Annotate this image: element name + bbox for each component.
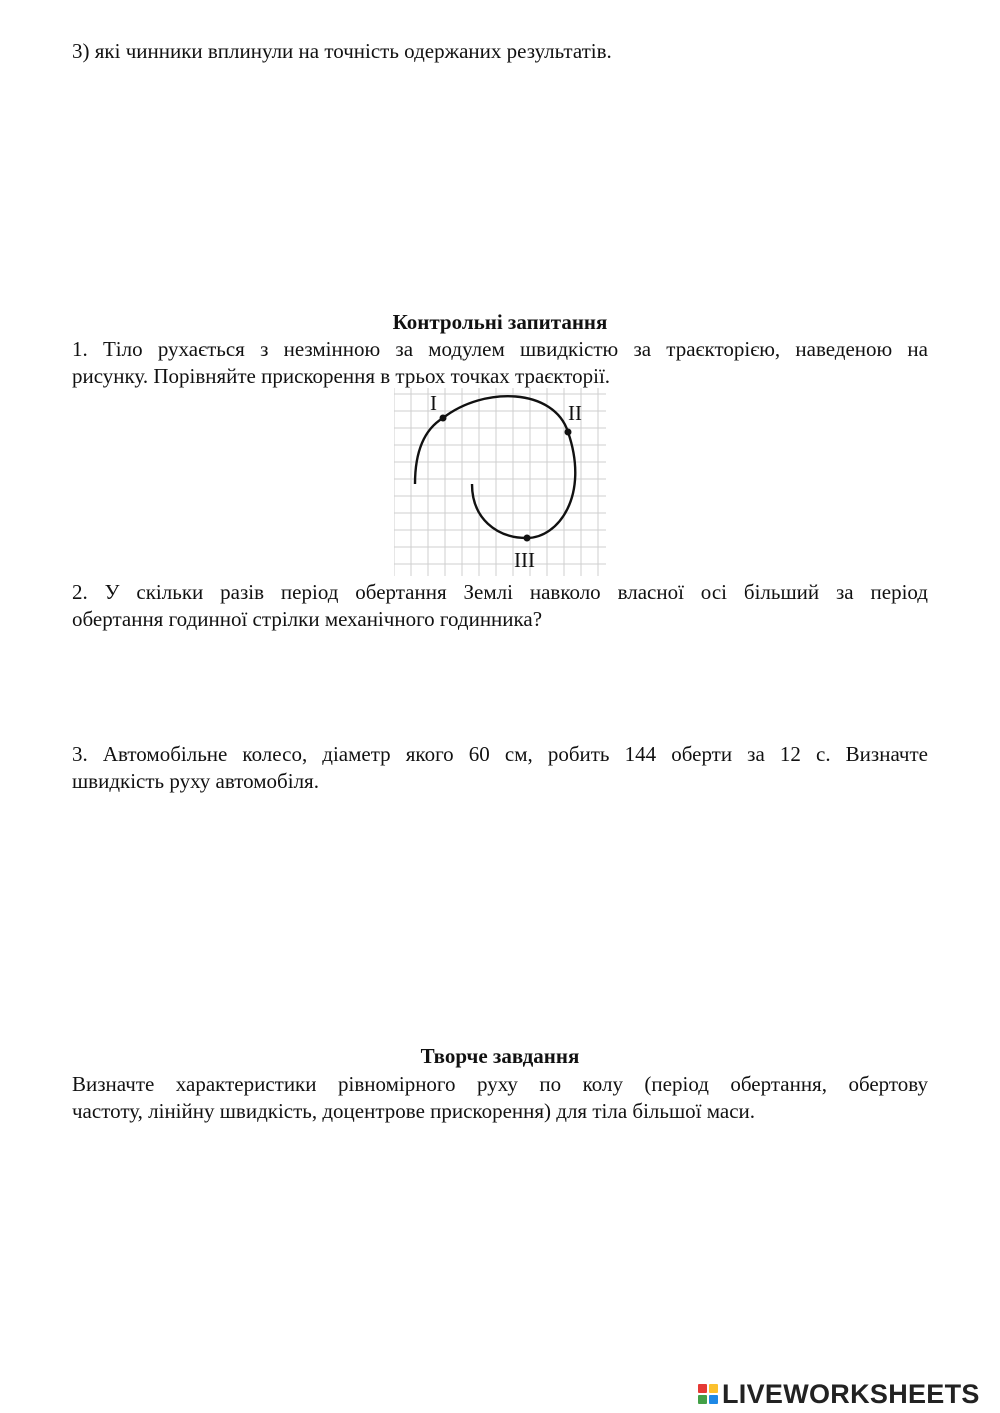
creative-task-line-2: частоту, лінійну швидкість, доцентрове прискорення) для тіла більшої маси.: [72, 1099, 756, 1123]
intro-line: 3) які чинники вплинули на точність одержаних результатів.: [72, 39, 612, 63]
question-1-line-1: 1. Тіло рухається з незмінною за модулем швидкістю за траєкторією, наведеною на: [72, 337, 928, 361]
trajectory-figure: [394, 388, 607, 578]
point-I-marker: [440, 415, 447, 422]
section-title-control-questions: Контрольні запитання: [392, 310, 608, 334]
question-3-line-2: швидкість руху автомобіля.: [72, 769, 319, 793]
creative-task-line-1: Визначте характеристики рівномірного руху по колу (період обертання, обертову: [72, 1072, 928, 1096]
section-title-creative-task: Творче завдання: [420, 1044, 580, 1068]
point-II-marker: [565, 429, 572, 436]
question-3-line-1: 3. Автомобільне колесо, діаметр якого 60 см, робить 144 оберти за 12 с. Визначте: [72, 742, 928, 766]
point-I-label: I: [430, 391, 437, 415]
liveworksheets-logo: [698, 1378, 998, 1410]
question-1-line-2: рисунку. Порівняйте прискорення в трьох точках траєкторії.: [72, 364, 611, 388]
point-III-label: III: [514, 548, 535, 572]
logo-text: LIVEWORKSHEETS: [722, 1378, 980, 1409]
question-2-line-1: 2. У скільки разів період обертання Землі навколо власної осі більший за період: [72, 580, 928, 604]
point-III-marker: [524, 535, 531, 542]
question-2-line-2: обертання годинної стрілки механічного годинника?: [72, 607, 543, 631]
point-II-label: II: [568, 401, 582, 425]
logo-mark-icon: [698, 1384, 718, 1404]
trajectory-curve: [415, 396, 575, 538]
